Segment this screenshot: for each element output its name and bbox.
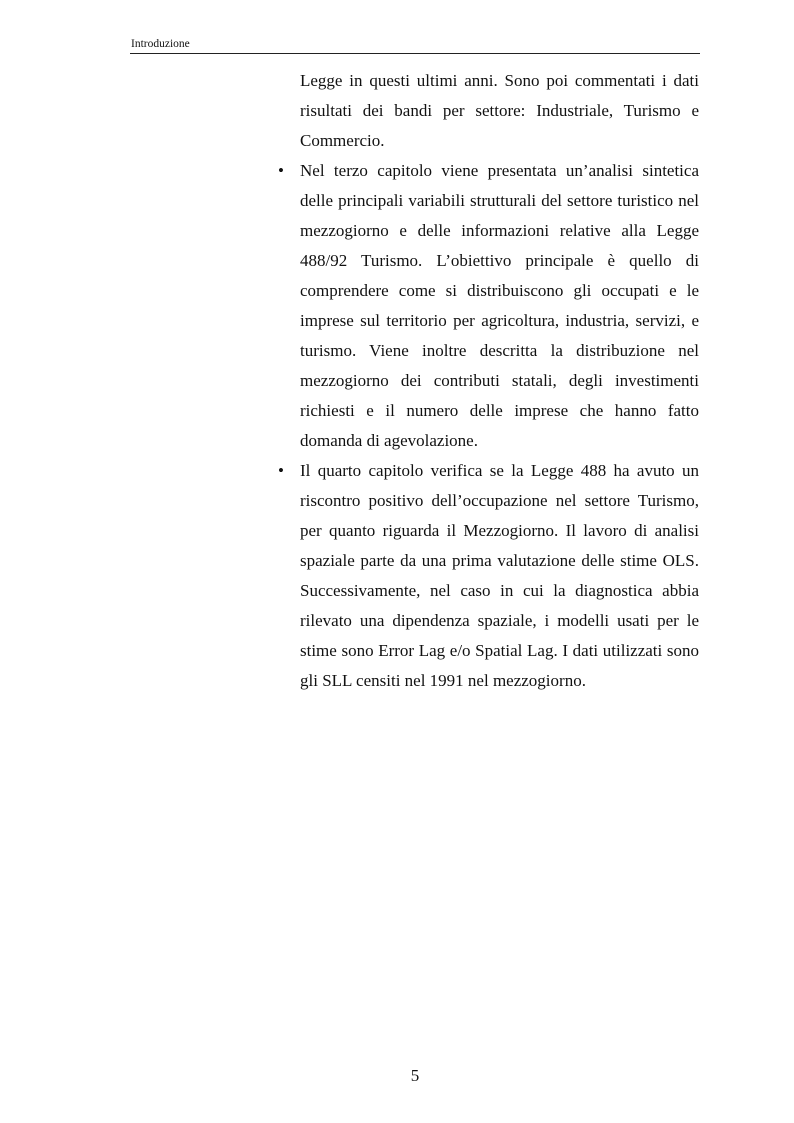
main-content — [278, 66, 699, 696]
continuation-paragraph: Legge in questi ultimi anni. Sono poi commentati i dati risultati dei bandi per settore: Industriale, Turismo e Commercio. — [300, 71, 699, 150]
chapter-list — [278, 156, 699, 696]
bullet-icon: • — [278, 161, 284, 180]
header-rule — [130, 53, 700, 54]
list-item-chapter-3 — [278, 156, 699, 456]
list-item-text: Il quarto capitolo verifica se la Legge 488 ha avuto un riscontro positivo dell’occupazione nel settore Turismo, per quanto riguarda il Mezzogiorno. Il lavoro di analisi spaziale parte da una prima valutazione delle stime OLS. Successivamente, nel caso in cui la diagnostica abbia rilevato una dipendenza spaziale, i modelli usati per le stime sono Error Lag e/o Spatial Lag. I dati utilizzati sono gli SLL censiti nel 1991 nel mezzogiorno. — [300, 461, 699, 690]
running-header: Introduzione — [131, 38, 190, 50]
bullet-icon: • — [278, 461, 284, 480]
page-number: 5 — [410, 1066, 420, 1085]
list-item-text: Nel terzo capitolo viene presentata un’analisi sintetica delle principali variabili strutturali del settore turistico nel mezzogiorno e delle informazioni relative alla Legge 488/92 Turismo. L’obiettivo principale è quello di comprendere come si distribuiscono gli occupati e le imprese sul territorio per agricoltura, industria, servizi, e turismo. Viene inoltre descritta la distribuzione nel mezzogiorno dei contributi statali, degli investimenti richiesti e il numero delle imprese che hanno fatto domanda di agevolazione. — [300, 161, 699, 450]
list-item-chapter-4 — [278, 456, 699, 696]
